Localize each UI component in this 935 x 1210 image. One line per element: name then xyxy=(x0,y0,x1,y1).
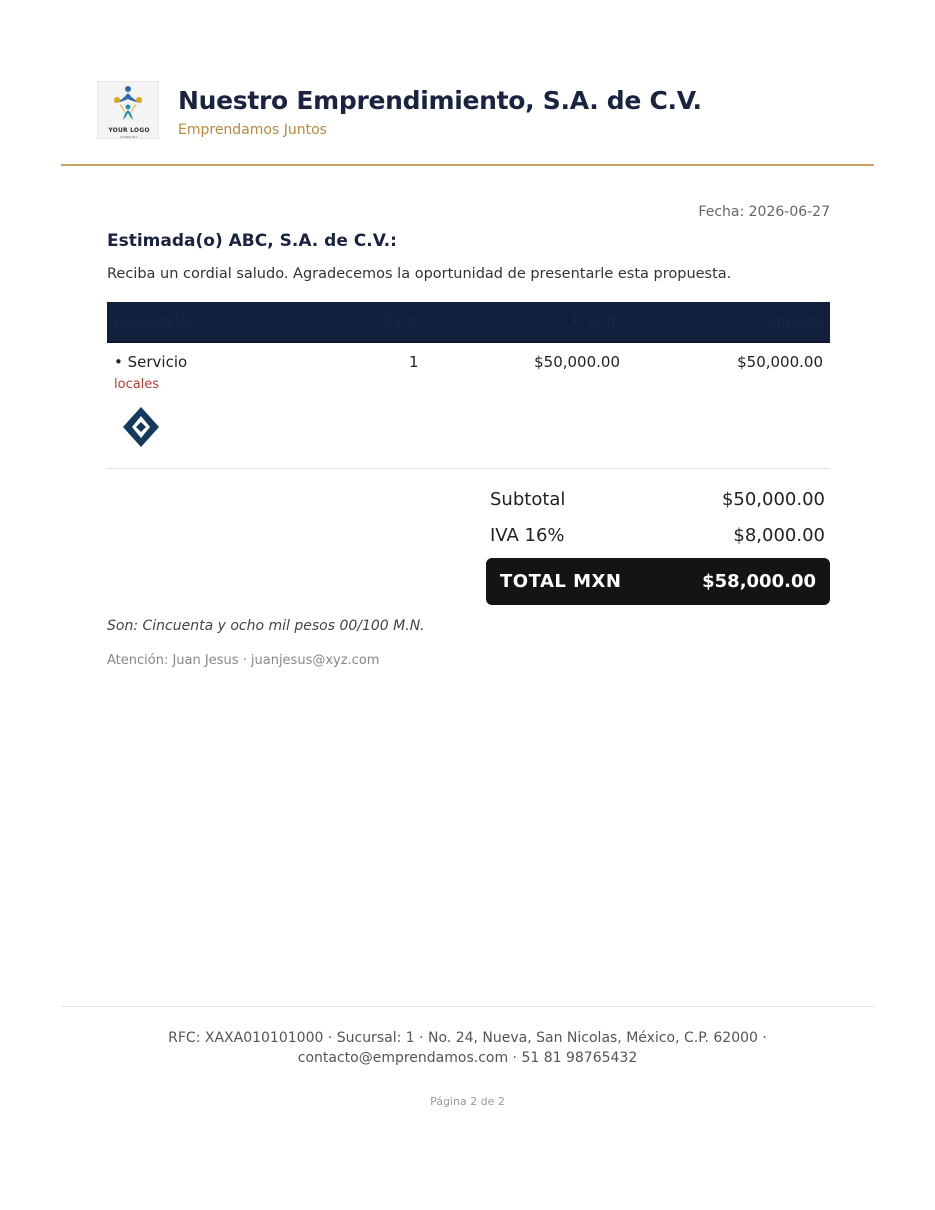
total-box xyxy=(486,558,830,605)
column-header-quantity: Cant xyxy=(383,314,416,330)
subtotal-value: $50,000.00 xyxy=(721,489,825,510)
attention-line: Atención: Juan Jesus · juanjesus@xyz.com xyxy=(107,653,380,668)
company-tagline: Emprendamos Juntos xyxy=(178,122,327,138)
company-logo xyxy=(97,81,159,139)
column-header-description: Descripción xyxy=(114,314,196,330)
letterhead xyxy=(61,80,874,166)
footer xyxy=(61,1006,874,1108)
logo-people-icon xyxy=(98,82,158,126)
tax-label: IVA 16% xyxy=(490,525,565,546)
item-description: • Servicio xyxy=(114,353,188,371)
subtotal-label: Subtotal xyxy=(490,489,566,510)
tax-value: $8,000.00 xyxy=(733,525,825,546)
greeting: Estimada(o) ABC, S.A. de C.V.: xyxy=(107,231,397,251)
document-date: Fecha: 2026-06-27 xyxy=(698,204,830,220)
total-value: $58,000.00 xyxy=(702,571,816,592)
column-header-amount: Importe xyxy=(767,314,823,330)
intro-text: Reciba un cordial saludo. Agradecemos la oportunidad de presentarle esta propuesta. xyxy=(107,266,732,282)
item-note: locales xyxy=(114,377,160,392)
logo-subtext: COMPANY xyxy=(119,135,139,139)
page-number: Página 2 de 2 xyxy=(430,1095,505,1108)
item-unit-price: $50,000.00 xyxy=(534,353,620,371)
total-label: TOTAL MXN xyxy=(500,571,622,592)
items-table-header xyxy=(107,302,830,343)
table-row xyxy=(107,343,830,469)
item-quantity: 1 xyxy=(409,353,419,371)
diamond-icon xyxy=(121,405,161,451)
logo-text: YOUR LOGO xyxy=(108,127,150,134)
amount-in-words: Son: Cincuenta y ocho mil pesos 00/100 M.N. xyxy=(107,618,425,634)
column-header-unit-price: P. Unit xyxy=(572,314,616,330)
company-name: Nuestro Emprendimiento, S.A. de C.V. xyxy=(178,86,702,115)
item-amount: $50,000.00 xyxy=(737,353,823,371)
footer-company-info: RFC: XAXA010101000 · Sucursal: 1 · No. 24, Nueva, San Nicolas, México, C.P. 62000 · contacto@emprendamos.com · 51 81 98765432 xyxy=(168,1030,767,1066)
